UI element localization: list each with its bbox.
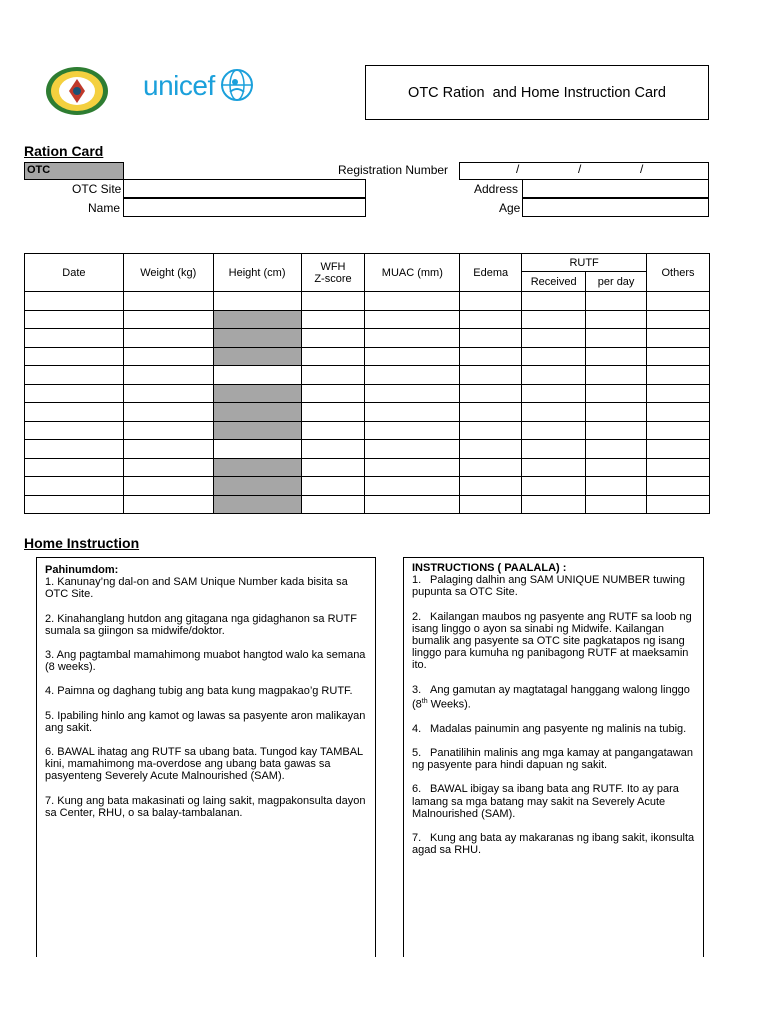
wfh-line2: Z-score (314, 272, 352, 285)
ration-card-heading: Ration Card (24, 143, 104, 159)
tagalog-instruction-item (412, 574, 695, 598)
table-row (25, 421, 710, 440)
age-field[interactable] (522, 198, 709, 217)
table-cell-rutf-per-day[interactable] (586, 458, 647, 477)
table-cell-wfh[interactable] (301, 440, 365, 459)
table-cell-others[interactable] (647, 495, 710, 514)
table-cell-weight[interactable] (123, 292, 213, 311)
table-cell-weight[interactable] (123, 421, 213, 440)
tagalog-item-number: 5. (412, 746, 422, 759)
table-cell-muac[interactable] (365, 366, 460, 385)
unicef-globe-icon (220, 68, 254, 102)
tagalog-item-text: Ang gamutan ay magtatagal hanggang walong linggo (8 (412, 683, 690, 711)
table-cell-muac[interactable] (365, 421, 460, 440)
table-cell-rutf-received[interactable] (522, 384, 586, 403)
table-cell-height[interactable] (213, 366, 301, 385)
tagalog-instruction-item (412, 684, 695, 711)
table-cell-others[interactable] (647, 310, 710, 329)
card-title (365, 65, 709, 120)
table-cell-others[interactable] (647, 292, 710, 311)
table-cell-rutf-per-day[interactable] (586, 403, 647, 422)
table-cell-rutf-received[interactable] (522, 477, 586, 496)
column-header-rutf-received: Received (522, 272, 586, 292)
table-cell-wfh[interactable] (301, 366, 365, 385)
tagalog-item-text: Kailangan maubos ng pasyente ang RUTF sa loob ng isang linggo o ayon sa sinabi ng Midwife. Kailangan bumalik ang pasyente sa OTC site pagkatapos ng isang linggo para kumuha ng panibagong RUTF at maeksamin ito. (412, 610, 692, 672)
table-cell-muac[interactable] (365, 384, 460, 403)
tagalog-item-text: Madalas painumin ang pasyente ng malinis na tubig. (430, 722, 687, 735)
table-cell-others[interactable] (647, 421, 710, 440)
table-cell-edema[interactable] (460, 366, 522, 385)
table-cell-others[interactable] (647, 477, 710, 496)
table-cell-rutf-per-day[interactable] (586, 292, 647, 311)
table-cell-wfh[interactable] (301, 292, 365, 311)
home-instruction-heading: Home Instruction (24, 535, 140, 551)
table-cell-wfh[interactable] (301, 477, 365, 496)
table-cell-muac[interactable] (365, 458, 460, 477)
table-cell-weight[interactable] (123, 310, 213, 329)
tagalog-item-text: BAWAL ibigay sa ibang bata ang RUTF. Ito ay para lamang sa mga batang may sakit na Severely Acute Malnourished (SAM). (412, 783, 679, 820)
table-cell-date[interactable] (25, 329, 124, 348)
address-field[interactable] (522, 179, 709, 198)
table-cell-weight[interactable] (123, 384, 213, 403)
table-cell-others[interactable] (647, 384, 710, 403)
table-cell-rutf-per-day[interactable] (586, 329, 647, 348)
tagalog-item-number: 2. (412, 610, 422, 623)
table-cell-date[interactable] (25, 477, 124, 496)
tagalog-item-text: Panatilihin malinis ang mga kamay at pangangatawan ng pasyente para hindi dapuan ng sakit. (412, 746, 693, 772)
table-cell-muac[interactable] (365, 440, 460, 459)
address-label: Address (474, 182, 519, 196)
table-cell-wfh[interactable] (301, 403, 365, 422)
table-cell-height[interactable] (213, 440, 301, 459)
column-header-edema: Edema (460, 254, 522, 292)
table-cell-rutf-per-day[interactable] (586, 477, 647, 496)
table-cell-height[interactable] (213, 477, 301, 496)
table-cell-edema[interactable] (460, 310, 522, 329)
cebuano-instructions-title: Pahinumdom: (45, 564, 119, 576)
table-cell-wfh[interactable] (301, 458, 365, 477)
monitoring-table (24, 253, 710, 514)
otc-label: OTC (24, 162, 124, 180)
column-header-muac: MUAC (mm) (365, 254, 460, 292)
table-row (25, 292, 710, 311)
table-cell-date[interactable] (25, 440, 124, 459)
column-header-weight: Weight (kg) (123, 254, 213, 292)
age-label: Age (499, 201, 521, 215)
table-cell-date[interactable] (25, 347, 124, 366)
table-cell-rutf-received[interactable] (522, 292, 586, 311)
table-cell-rutf-received[interactable] (522, 347, 586, 366)
tagalog-instruction-item (412, 747, 695, 771)
tagalog-instruction-item (412, 611, 695, 672)
table-cell-date[interactable] (25, 403, 124, 422)
column-header-rutf-per-day: per day (586, 272, 647, 292)
table-cell-muac[interactable] (365, 347, 460, 366)
registration-separator: / (640, 162, 644, 176)
table-cell-others[interactable] (647, 458, 710, 477)
table-cell-edema[interactable] (460, 477, 522, 496)
column-header-date: Date (25, 254, 124, 292)
tagalog-item-number: 4. (412, 722, 422, 735)
table-cell-others[interactable] (647, 329, 710, 348)
table-cell-date[interactable] (25, 310, 124, 329)
unicef-wordmark: unicef (143, 70, 215, 101)
table-cell-rutf-per-day[interactable] (586, 495, 647, 514)
table-cell-rutf-per-day[interactable] (586, 347, 647, 366)
tagalog-instructions-box (403, 557, 704, 957)
cebuano-instruction-item: 6. BAWAL ihatag ang RUTF sa ubang bata. Tungod kay TAMBAL kini, mamahimong ma-overdose ang ubang bata gawas sa pasyenteng Severely Acute Malnourished (SAM). (45, 746, 363, 783)
table-cell-wfh[interactable] (301, 384, 365, 403)
monitoring-table-body (25, 292, 710, 514)
table-cell-edema[interactable] (460, 292, 522, 311)
table-row (25, 384, 710, 403)
table-row (25, 495, 710, 514)
tagalog-item-text: Weeks). (427, 698, 471, 711)
table-row (25, 477, 710, 496)
table-row (25, 310, 710, 329)
table-cell-edema[interactable] (460, 458, 522, 477)
table-cell-weight[interactable] (123, 458, 213, 477)
table-cell-date[interactable] (25, 495, 124, 514)
tagalog-item-text: Palaging dalhin ang SAM UNIQUE NUMBER tuwing pupunta sa OTC Site. (412, 574, 685, 599)
cebuano-instruction-item: 2. Kinahanglang hutdon ang gitagana nga gidaghanon sa RUTF sumala sa giingon sa midwife/doktor. (45, 612, 357, 637)
table-cell-edema[interactable] (460, 440, 522, 459)
table-cell-weight[interactable] (123, 440, 213, 459)
table-cell-rutf-per-day[interactable] (586, 366, 647, 385)
table-cell-height[interactable] (213, 403, 301, 422)
table-cell-muac[interactable] (365, 329, 460, 348)
table-cell-edema[interactable] (460, 347, 522, 366)
table-cell-weight[interactable] (123, 329, 213, 348)
table-cell-height[interactable] (213, 384, 301, 403)
card-title-text: OTC Ration and Home Instruction Card (408, 84, 666, 101)
table-cell-wfh[interactable] (301, 329, 365, 348)
cebuano-instruction-item: 7. Kung ang bata makasinati og laing sakit, magpakonsulta dayon sa Center, RHU, o sa balay-tambalanan. (45, 794, 366, 819)
table-cell-height[interactable] (213, 495, 301, 514)
tagalog-instruction-item (412, 723, 695, 735)
table-cell-others[interactable] (647, 347, 710, 366)
registration-separator: / (578, 162, 582, 176)
table-cell-weight[interactable] (123, 366, 213, 385)
table-cell-muac[interactable] (365, 495, 460, 514)
table-cell-others[interactable] (647, 403, 710, 422)
table-cell-wfh[interactable] (301, 421, 365, 440)
table-cell-height[interactable] (213, 310, 301, 329)
table-cell-muac[interactable] (365, 403, 460, 422)
table-cell-date[interactable] (25, 384, 124, 403)
table-cell-rutf-per-day[interactable] (586, 440, 647, 459)
table-cell-rutf-per-day[interactable] (586, 310, 647, 329)
table-cell-muac[interactable] (365, 292, 460, 311)
cebuano-instruction-item: 3. Ang pagtambal mamahimong muabot hangtod walo ka semana (8 weeks). (45, 649, 366, 674)
table-cell-rutf-received[interactable] (522, 458, 586, 477)
table-cell-edema[interactable] (460, 495, 522, 514)
doh-seal-icon (45, 66, 109, 116)
table-row (25, 366, 710, 385)
registration-number-label: Registration Number (338, 163, 449, 177)
table-cell-edema[interactable] (460, 421, 522, 440)
table-cell-rutf-per-day[interactable] (586, 384, 647, 403)
table-cell-height[interactable] (213, 347, 301, 366)
wfh-line1: WFH (320, 260, 346, 273)
table-cell-weight[interactable] (123, 347, 213, 366)
table-cell-others[interactable] (647, 366, 710, 385)
name-field[interactable] (123, 198, 366, 217)
table-cell-rutf-received[interactable] (522, 366, 586, 385)
table-cell-wfh[interactable] (301, 310, 365, 329)
table-cell-others[interactable] (647, 440, 710, 459)
cebuano-instruction-item: 5. Ipabiling hinlo ang kamot og lawas sa pasyente aron malikayan ang sakit. (45, 709, 366, 734)
name-label: Name (88, 201, 121, 215)
table-row (25, 403, 710, 422)
table-cell-height[interactable] (213, 458, 301, 477)
table-cell-weight[interactable] (123, 403, 213, 422)
table-cell-weight[interactable] (123, 477, 213, 496)
table-row (25, 458, 710, 477)
table-cell-rutf-received[interactable] (522, 310, 586, 329)
cebuano-instructions-box (36, 557, 376, 957)
tagalog-item-number: 3. (412, 683, 422, 696)
cebuano-instruction-item: 4. Paimna og daghang tubig ang bata kung magpakao’g RUTF. (45, 685, 353, 698)
otc-site-field[interactable] (123, 179, 366, 198)
table-row (25, 347, 710, 366)
tagalog-instructions-title: INSTRUCTIONS ( PAALALA) : (412, 562, 567, 574)
table-cell-rutf-per-day[interactable] (586, 421, 647, 440)
table-cell-edema[interactable] (460, 329, 522, 348)
tagalog-item-number: 1. (412, 574, 422, 587)
table-cell-edema[interactable] (460, 403, 522, 422)
column-header-others: Others (647, 254, 710, 292)
table-cell-date[interactable] (25, 366, 124, 385)
table-cell-height[interactable] (213, 292, 301, 311)
column-header-wfh (301, 254, 365, 292)
table-cell-height[interactable] (213, 421, 301, 440)
tagalog-item-number: 6. (412, 783, 422, 796)
cebuano-instruction-item: 1. Kanunay’ng dal-on and SAM Unique Number kada bisita sa OTC Site. (45, 576, 348, 601)
table-cell-rutf-received[interactable] (522, 421, 586, 440)
table-cell-rutf-received[interactable] (522, 329, 586, 348)
table-cell-muac[interactable] (365, 477, 460, 496)
table-cell-rutf-received[interactable] (522, 495, 586, 514)
tagalog-item-number: 7. (412, 831, 422, 844)
table-cell-rutf-received[interactable] (522, 403, 586, 422)
tagalog-instruction-item (412, 832, 695, 856)
tagalog-instruction-item (412, 783, 695, 820)
table-cell-wfh[interactable] (301, 495, 365, 514)
table-cell-height[interactable] (213, 329, 301, 348)
otc-site-label: OTC Site (72, 182, 122, 196)
table-cell-wfh[interactable] (301, 347, 365, 366)
tagalog-item-text: Kung ang bata ay makaranas ng ibang sakit, ikonsulta agad sa RHU. (412, 831, 695, 857)
registration-separator: / (516, 162, 520, 176)
table-cell-date[interactable] (25, 421, 124, 440)
table-row (25, 329, 710, 348)
table-cell-date[interactable] (25, 458, 124, 477)
tagalog-item-superscript: th (421, 697, 428, 705)
column-header-rutf: RUTF (522, 254, 647, 272)
table-cell-weight[interactable] (123, 495, 213, 514)
table-cell-rutf-received[interactable] (522, 440, 586, 459)
table-cell-edema[interactable] (460, 384, 522, 403)
table-row (25, 440, 710, 459)
table-cell-muac[interactable] (365, 310, 460, 329)
registration-number-field[interactable] (459, 162, 709, 180)
table-cell-date[interactable] (25, 292, 124, 311)
column-header-height: Height (cm) (213, 254, 301, 292)
